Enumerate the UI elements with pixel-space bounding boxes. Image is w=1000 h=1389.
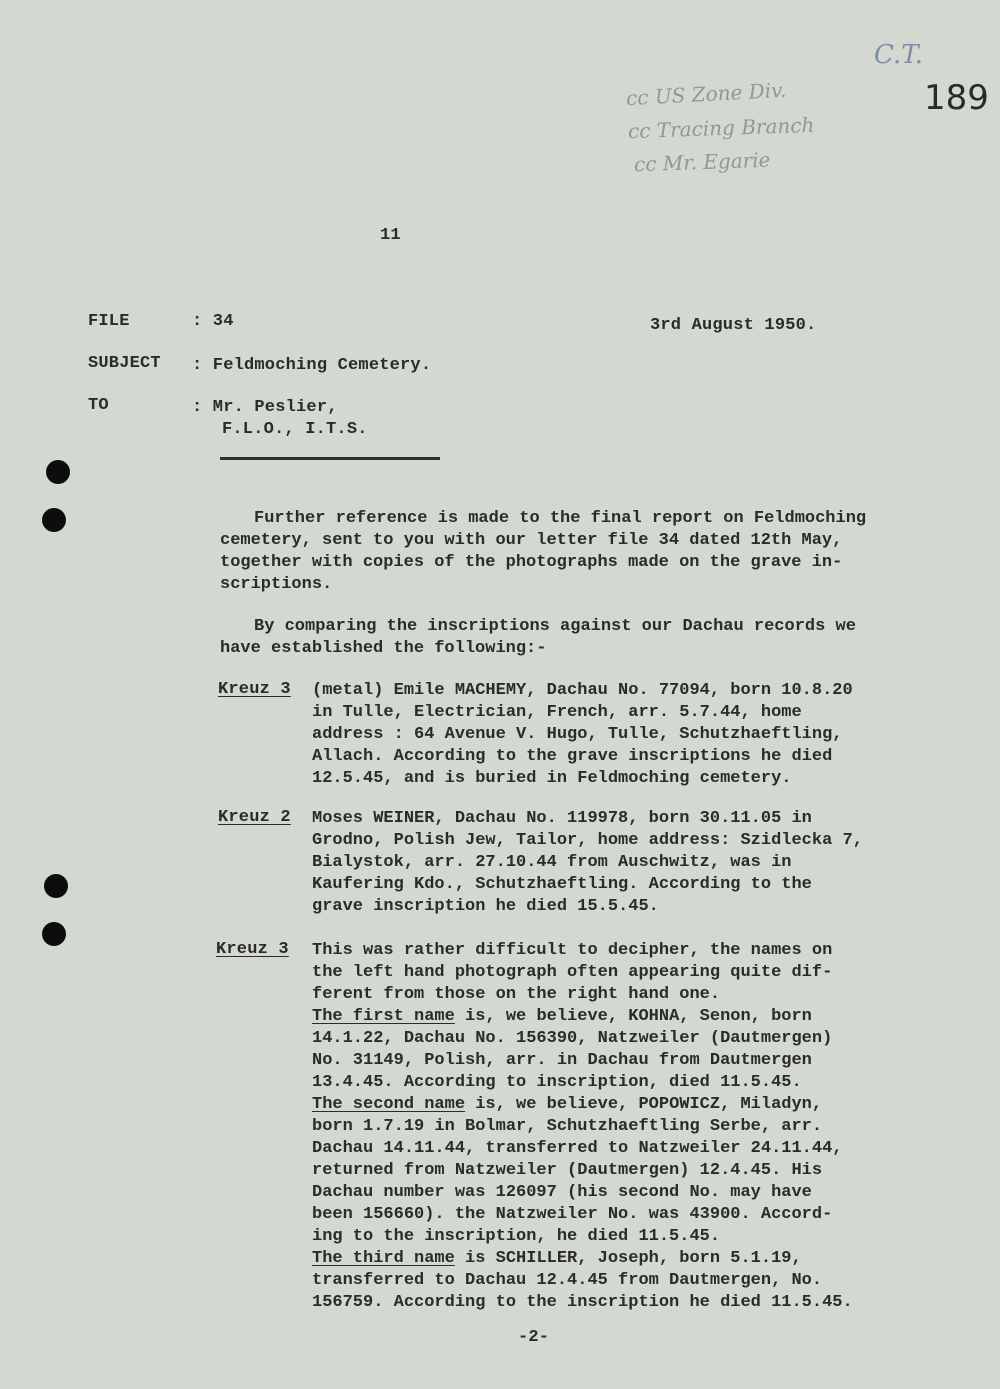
to-value-line-1: : Mr. Peslier,	[192, 398, 338, 417]
punch-hole-4	[42, 922, 66, 946]
first-name-line: is, we believe, KOHNA, Senon, born	[454, 1007, 812, 1026]
intro-p1-line: scriptions.	[220, 575, 333, 594]
header-divider	[220, 457, 440, 460]
file-label: FILE	[88, 312, 130, 331]
subject-value: : Feldmoching Cemetery.	[192, 356, 432, 375]
entry-3-line: ferent from those on the right hand one.	[312, 985, 721, 1004]
punch-hole-3	[44, 874, 68, 898]
entry-3-line: the left hand photograph often appearing quite dif-	[312, 963, 833, 982]
intro-p1-line: together with copies of the photographs made on the grave in-	[220, 553, 843, 572]
handwritten-cc-2: cc Tracing Branch	[627, 112, 815, 144]
handwritten-cc-1: cc US Zone Div.	[625, 77, 787, 111]
third-name-first-line	[312, 1248, 853, 1270]
entry-1-line: (metal) Emile MACHEMY, Dachau No. 77094, born 10.8.20	[312, 681, 853, 700]
entry-1-text	[312, 680, 853, 790]
entry-1-line: Allach. According to the grave inscriptions he died	[312, 747, 833, 766]
second-name-first-line	[312, 1094, 853, 1116]
second-name-line: ing to the inscription, he died 11.5.45.	[312, 1227, 721, 1246]
third-name-line: is SCHILLER, Joseph, born 5.1.19,	[454, 1249, 802, 1268]
entry-3-label: Kreuz 3	[216, 940, 289, 959]
first-name-line: No. 31149, Polish, arr. in Dachau from Dautmergen	[312, 1051, 812, 1070]
intro-paragraph-1	[220, 508, 866, 596]
to-label: TO	[88, 396, 109, 415]
subject-label: SUBJECT	[88, 354, 161, 373]
to-value-line-2: F.L.O., I.T.S.	[222, 420, 368, 439]
second-name-line: is, we believe, POPOWICZ, Miladyn,	[465, 1095, 823, 1114]
first-name-label: The first name	[312, 1007, 455, 1026]
entry-2-line: Moses WEINER, Dachau No. 119978, born 30.11.05 in	[312, 809, 812, 828]
first-name-first-line	[312, 1006, 853, 1028]
file-value: : 34	[192, 312, 234, 331]
entry-3-text	[312, 940, 853, 1314]
entry-2-line: Kaufering Kdo., Schutzhaeftling. According to the	[312, 875, 812, 894]
punch-hole-2	[42, 508, 66, 532]
handwritten-ct: C.T.	[874, 40, 924, 70]
intro-paragraph-2	[220, 616, 856, 660]
entry-1-line: in Tulle, Electrician, French, arr. 5.7.44, home	[312, 703, 802, 722]
punch-hole-1	[46, 460, 70, 484]
entry-2-line: Grodno, Polish Jew, Tailor, home address: Szidlecka 7,	[312, 831, 863, 850]
second-name-label: The second name	[312, 1095, 466, 1114]
intro-p2-line: By comparing the inscriptions against our Dachau records we	[254, 617, 856, 636]
first-name-line: 13.4.45. According to inscription, died 11.5.45.	[312, 1073, 802, 1092]
entry-2-label: Kreuz 2	[218, 808, 291, 827]
intro-p1-line: cemetery, sent to you with our letter file 34 dated 12th May,	[220, 531, 843, 550]
second-name-line: Dachau 14.11.44, transferred to Natzweiler 24.11.44,	[312, 1139, 843, 1158]
entry-1-line: address : 64 Avenue V. Hugo, Tulle, Schutzhaeftling,	[312, 725, 843, 744]
entry-2-line: Bialystok, arr. 27.10.44 from Auschwitz, was in	[312, 853, 792, 872]
letter-date: 3rd August 1950.	[650, 316, 817, 335]
handwritten-cc-3: cc Mr. Egarie	[633, 147, 771, 177]
first-name-line: 14.1.22, Dachau No. 156390, Natzweiler (Dautmergen)	[312, 1029, 833, 1048]
page-marker: -2-	[518, 1328, 550, 1347]
entry-2-text	[312, 808, 863, 918]
second-name-line: returned from Natzweiler (Dautmergen) 12.4.45. His	[312, 1161, 823, 1180]
intro-p1-line: Further reference is made to the final report on Feldmoching	[254, 509, 867, 528]
entry-2-line: grave inscription he died 15.5.45.	[312, 897, 659, 916]
entry-1-label: Kreuz 3	[218, 680, 291, 699]
entry-1-line: 12.5.45, and is buried in Feldmoching cemetery.	[312, 769, 792, 788]
intro-p2-line: have established the following:-	[220, 639, 547, 658]
second-name-line: Dachau number was 126097 (his second No. may have	[312, 1183, 812, 1202]
handwritten-page-number: 189	[924, 78, 989, 118]
document-number: 11	[380, 226, 401, 245]
third-name-line: 156759. According to the inscription he died 11.5.45.	[312, 1293, 853, 1312]
second-name-line: been 156660). the Natzweiler No. was 43900. Accord-	[312, 1205, 833, 1224]
entry-3-line: This was rather difficult to decipher, the names on	[312, 941, 833, 960]
second-name-line: born 1.7.19 in Bolmar, Schutzhaeftling Serbe, arr.	[312, 1117, 823, 1136]
third-name-label: The third name	[312, 1249, 455, 1268]
third-name-line: transferred to Dachau 12.4.45 from Dautmergen, No.	[312, 1271, 823, 1290]
